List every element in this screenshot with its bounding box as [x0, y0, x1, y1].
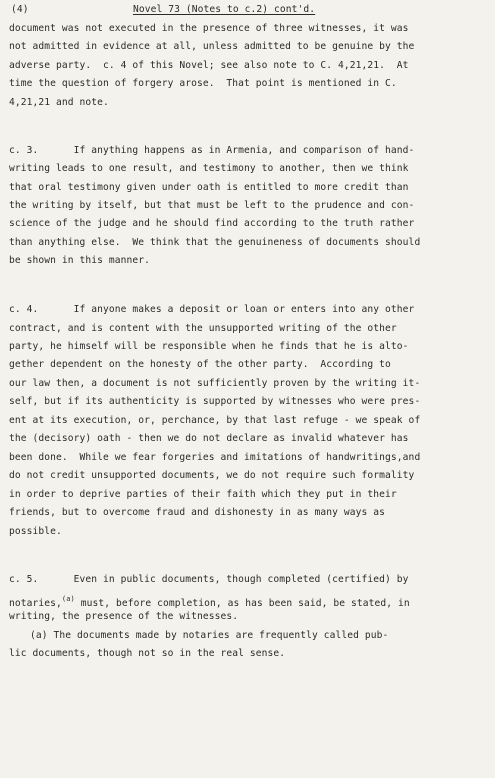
text-line: adverse party. c. 4 of this Novel; see also note to C. 4,21,21. At [9, 60, 409, 71]
text-line: friends, but to overcome fraud and dishonesty in as many ways as [9, 507, 386, 518]
text-line: not admitted in evidence at all, unless admitted to be genuine by the [9, 41, 415, 52]
text-line [9, 593, 410, 610]
text-line: do not credit unsupported documents, we do not require such formality [9, 470, 415, 481]
text-line: self, but if its authenticity is supported by witnesses who were pres- [9, 396, 421, 407]
page-title: Novel 73 (Notes to c.2) cont'd. [133, 4, 316, 15]
text-line: the (decisory) oath - then we do not declare as invalid whatever has [9, 433, 409, 444]
text-line: c. 4. If anyone makes a deposit or loan or enters into any other [9, 304, 415, 315]
footnote-marker: (a) [61, 595, 75, 603]
text-line: in order to deprive parties of their faith which they put in their [9, 489, 397, 500]
text-line: writing leads to one result, and testimony to another, then we think [9, 163, 409, 174]
text-line: possible. [9, 526, 62, 537]
footnote-line: lic documents, though not so in the real sense. [9, 648, 286, 659]
text-line: 4,21,21 and note. [9, 97, 109, 108]
text-line: document was not executed in the presence of three witnesses, it was [9, 23, 409, 34]
text-line: the writing by itself, but that must be left to the prudence and con- [9, 200, 415, 211]
text-line: c. 3. If anything happens as in Armenia, and comparison of hand- [9, 145, 415, 156]
text-fragment: notaries, [9, 598, 62, 609]
text-line: our law then, a document is not sufficiently proven by the writing it- [9, 378, 421, 389]
text-line: than anything else. We think that the genuineness of documents should [9, 237, 421, 248]
text-line: science of the judge and he should find according to the truth rather [9, 218, 415, 229]
text-line: ent at its execution, or, perchance, by that last refuge - we speak of [9, 415, 421, 426]
text-line: contract, and is content with the unsupported writing of the other [9, 323, 397, 334]
text-line: party, he himself will be responsible when he finds that he is alto- [9, 341, 409, 352]
page-number: (4) [11, 4, 29, 15]
text-line: gether dependent on the honesty of the other party. According to [9, 359, 391, 370]
text-line: c. 5. Even in public documents, though completed (certified) by [9, 574, 409, 585]
text-line: be shown in this manner. [9, 255, 151, 266]
text-line: that oral testimony given under oath is entitled to more credit than [9, 182, 409, 193]
footnote-line: (a) The documents made by notaries are frequently called pub- [30, 630, 389, 641]
text-line: time the question of forgery arose. That point is mentioned in C. [9, 78, 397, 89]
text-line: been done. While we fear forgeries and imitations of handwritings,and [9, 452, 421, 463]
text-line: writing, the presence of the witnesses. [9, 611, 239, 622]
text-fragment: must, before completion, as has been said, be stated, in [74, 598, 410, 609]
